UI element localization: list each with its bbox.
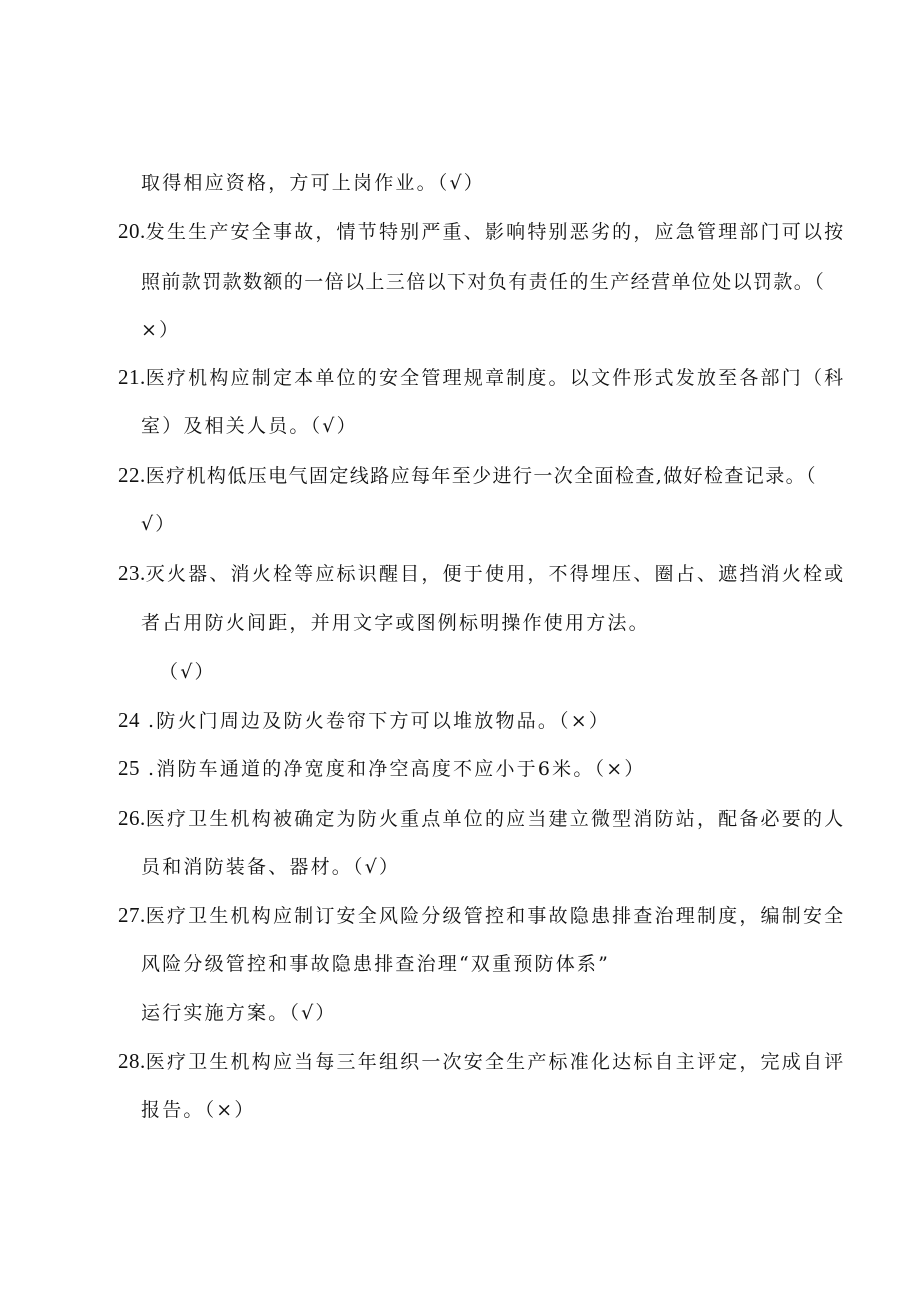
item-number: 25 <box>118 756 140 780</box>
item-27-line-3: 运行实施方案。（√） <box>141 1002 337 1024</box>
item-number: 26. <box>118 806 146 830</box>
item-22-line-2: √） <box>141 513 177 535</box>
item-20-line-3: ×） <box>141 319 181 341</box>
item-number: 28. <box>118 1049 146 1073</box>
item-number: 24 <box>118 708 140 732</box>
item-number: 20. <box>118 219 146 243</box>
item-20-line-1 <box>118 218 845 245</box>
item-text: 灭火器、消火栓等应标识醒目，便于使用，不得埋压、圈占、遮挡消火栓或 <box>145 563 846 585</box>
item-23-line-1 <box>118 560 845 587</box>
item-19-line-1: 取得相应资格，方可上岗作业。（√） <box>141 172 486 194</box>
item-text: 医疗机构应制定本单位的安全管理规章制度。以文件形式发放至各部门（科 <box>145 367 846 389</box>
item-text: 医疗卫生机构应制订安全风险分级管控和事故隐患排查治理制度，编制安全 <box>145 905 846 927</box>
item-24-line-1 <box>118 707 610 734</box>
item-21-line-2: 室）及相关人员。（√） <box>141 415 358 437</box>
item-26-line-1 <box>118 805 845 832</box>
item-20-line-2: 照前款罚款数额的一倍以上三倍以下对负有责任的生产经营单位处以罚款。（ <box>141 271 826 293</box>
item-text: 发生生产安全事故，情节特别严重、影响特别恶劣的，应急管理部门可以按 <box>145 221 846 243</box>
item-25-line-1 <box>118 755 646 782</box>
item-23-line-2: 者占用防火间距，并用文字或图例标明操作使用方法。 <box>141 612 650 634</box>
item-number: 21. <box>118 365 146 389</box>
item-21-line-1 <box>118 364 845 391</box>
item-22-line-1 <box>118 462 817 489</box>
item-text: .消防车通道的净宽度和净空高度不应小于6米。（×） <box>148 758 646 780</box>
item-text: 医疗卫生机构应当每三年组织一次安全生产标准化达标自主评定，完成自评 <box>145 1051 846 1073</box>
item-number: 22. <box>118 463 146 487</box>
item-27-line-1 <box>118 902 845 929</box>
item-28-line-2: 报告。（×） <box>141 1099 256 1121</box>
item-26-line-2: 员和消防装备、器材。（√） <box>141 856 401 878</box>
item-23-line-3: （√） <box>159 661 216 683</box>
item-text: 医疗机构低压电气固定线路应每年至少进行一次全面检查,做好检查记录。（ <box>145 465 817 487</box>
item-number: 27. <box>118 903 146 927</box>
item-text: 医疗卫生机构被确定为防火重点单位的应当建立微型消防站，配备必要的人 <box>145 808 846 830</box>
item-text: .防火门周边及防火卷帘下方可以堆放物品。（×） <box>148 710 611 732</box>
item-number: 23. <box>118 561 146 585</box>
item-28-line-1 <box>118 1048 845 1075</box>
item-27-line-2: 风险分级管控和事故隐患排查治理“双重预防体系” <box>141 953 611 975</box>
